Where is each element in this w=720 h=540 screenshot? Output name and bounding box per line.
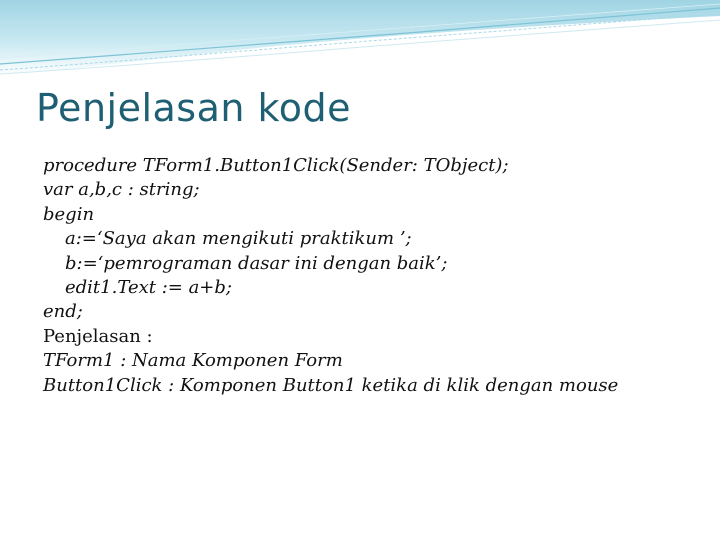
- explanation-heading: Penjelasan :: [43, 325, 153, 347]
- slide-title: Penjelasan kode: [36, 86, 351, 130]
- code-line-var: var a,b,c : string;: [43, 179, 200, 201]
- code-line-end: end;: [43, 301, 83, 323]
- explanation-button1click: Button1Click : Komponen Button1 ketika di klik dengan mouse: [43, 374, 619, 396]
- explanation-tform1: TForm1 : Nama Komponen Form: [43, 350, 343, 372]
- code-line-begin: begin: [43, 203, 95, 225]
- code-explanation-body: [43, 154, 703, 398]
- code-line-assign-b: b:=‘pemrograman dasar ini dengan baik’;: [65, 252, 448, 274]
- header-wave-decoration: [0, 0, 720, 82]
- code-line-procedure: procedure TForm1.Button1Click(Sender: TObject);: [43, 155, 509, 176]
- code-line-edit-text: edit1.Text := a+b;: [65, 276, 232, 298]
- code-line-assign-a: a:=‘Saya akan mengikuti praktikum ’;: [65, 228, 412, 250]
